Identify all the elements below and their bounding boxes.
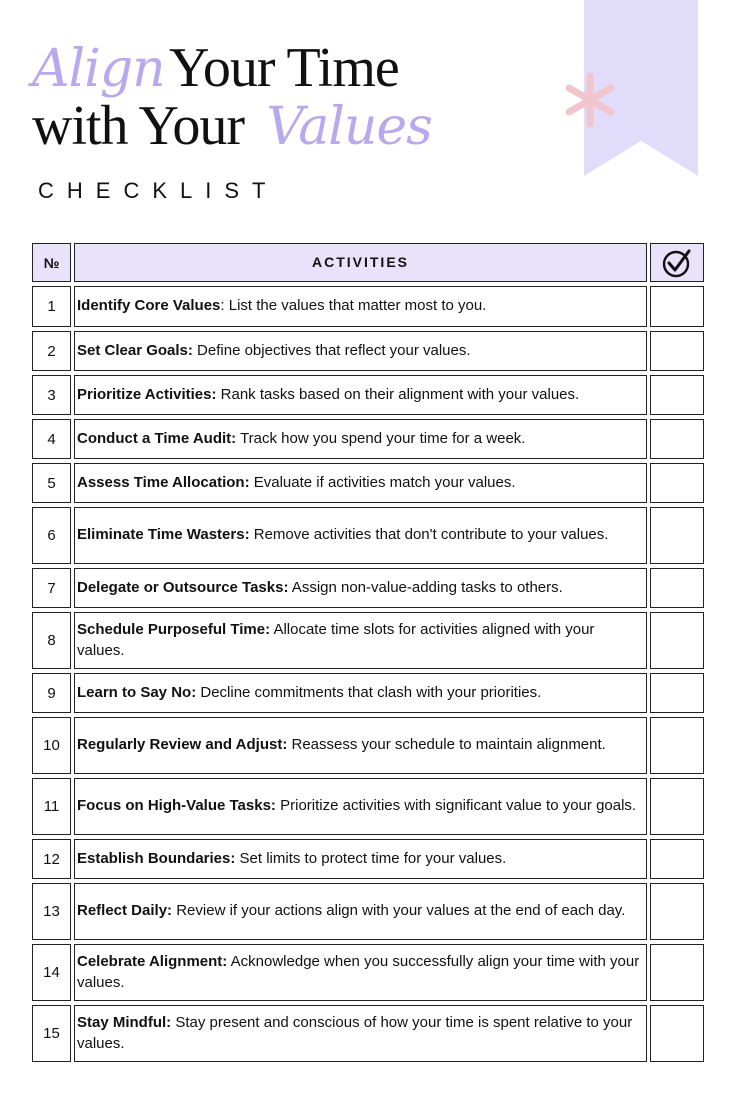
activity-description: : List the values that matter most to you. [220,297,487,315]
activity-cell [74,1005,647,1062]
activity-description: Allocate time slots for activities aligned with your values. [77,621,595,659]
check-circle-icon [661,247,693,279]
checkbox[interactable] [650,507,704,564]
row-number: 4 [32,419,71,459]
activity-title: Conduct a Time Audit: [77,429,237,447]
table-row [32,507,704,564]
title-your-time: Your Time [169,37,399,99]
subtitle: CHECKLIST [38,178,279,203]
activity-cell [74,375,647,415]
activity-title: Identify Core Values [77,297,221,315]
table-row [32,1005,704,1062]
checkbox[interactable] [650,717,704,774]
table-row [32,612,704,669]
activity-cell [74,944,647,1001]
row-number: 13 [32,883,71,940]
row-number: 11 [32,778,71,835]
activity-description: Reassess your schedule to maintain alignment. [287,736,606,754]
activity-description: Stay present and conscious of how your time is spent relative to your values. [77,1014,633,1052]
checkbox[interactable] [650,778,704,835]
checkbox[interactable] [650,1005,704,1062]
activity-title: Focus on High-Value Tasks: [77,797,276,815]
activity-cell [74,673,647,713]
activity-cell [74,717,647,774]
activity-cell [74,507,647,564]
activity-description: Review if your actions align with your values at the end of each day. [172,902,626,920]
activity-cell [74,568,647,608]
activity-cell [74,331,647,371]
number-header: № [32,243,71,282]
activity-description: Define objectives that reflect your values. [192,341,471,359]
table-body [32,286,704,1062]
row-number: 3 [32,375,71,415]
activity-title: Assess Time Allocation: [77,473,250,491]
table-row [32,286,704,327]
row-number: 12 [32,839,71,879]
checkbox[interactable] [650,463,704,503]
activities-header: ACTIVITIES [74,243,647,282]
table-row [32,673,704,713]
activity-cell [74,778,647,835]
activity-description: Acknowledge when you successfully align your time with your values. [77,953,640,991]
activity-title: Eliminate Time Wasters: [77,526,250,544]
checkbox[interactable] [650,568,704,608]
activity-title: Reflect Daily: [77,902,173,920]
activity-title: Stay Mindful: [77,1014,172,1032]
checkbox[interactable] [650,612,704,669]
row-number: 14 [32,944,71,1001]
checkbox[interactable] [650,883,704,940]
row-number: 6 [32,507,71,564]
activity-cell [74,463,647,503]
activity-description: Rank tasks based on their alignment with your values. [216,385,580,403]
table-row [32,717,704,774]
activity-cell [74,883,647,940]
table-row [32,883,704,940]
activity-title: Delegate or Outsource Tasks: [77,578,289,596]
table-row [32,778,704,835]
row-number: 9 [32,673,71,713]
table-row [32,375,704,415]
activity-cell [74,286,647,327]
activity-description: Prioritize activities with significant value to your goals. [275,797,637,815]
activity-cell [74,612,647,669]
activity-description: Track how you spend your time for a week. [236,429,526,447]
activity-description: Evaluate if activities match your values. [249,473,516,491]
checkbox[interactable] [650,944,704,1001]
table-row [32,419,704,459]
activity-title: Establish Boundaries: [77,849,236,867]
table-header [32,243,704,282]
table-row [32,839,704,879]
table-row [32,944,704,1001]
row-number: 8 [32,612,71,669]
activity-title: Schedule Purposeful Time: [77,621,271,639]
row-number: 10 [32,717,71,774]
table-row [32,331,704,371]
activity-cell [74,419,647,459]
activity-description: Assign non-value-adding tasks to others. [288,578,563,596]
activity-cell [74,839,647,879]
table-row [32,463,704,503]
page-title [32,37,572,157]
row-number: 5 [32,463,71,503]
activity-description: Decline commitments that clash with your priorities. [196,683,542,701]
checkbox[interactable] [650,375,704,415]
checkbox[interactable] [650,673,704,713]
checkbox[interactable] [650,839,704,879]
table-row [32,568,704,608]
activity-title: Learn to Say No: [77,683,197,701]
row-number: 1 [32,286,71,327]
title-with-your: with Your [32,95,244,157]
activity-title: Regularly Review and Adjust: [77,736,288,754]
row-number: 15 [32,1005,71,1062]
title-align: Align [32,39,165,99]
checklist-table [32,243,704,1066]
activity-title: Set Clear Goals: [77,341,193,359]
activity-title: Prioritize Activities: [77,385,217,403]
activity-description: Remove activities that don't contribute to your values. [249,526,609,544]
checkbox[interactable] [650,419,704,459]
title-values: Values [266,97,432,157]
checkbox[interactable] [650,286,704,327]
check-header [650,243,704,282]
checkbox[interactable] [650,331,704,371]
activity-title: Celebrate Alignment: [77,953,228,971]
activity-description: Set limits to protect time for your values. [235,849,507,867]
row-number: 2 [32,331,71,371]
row-number: 7 [32,568,71,608]
